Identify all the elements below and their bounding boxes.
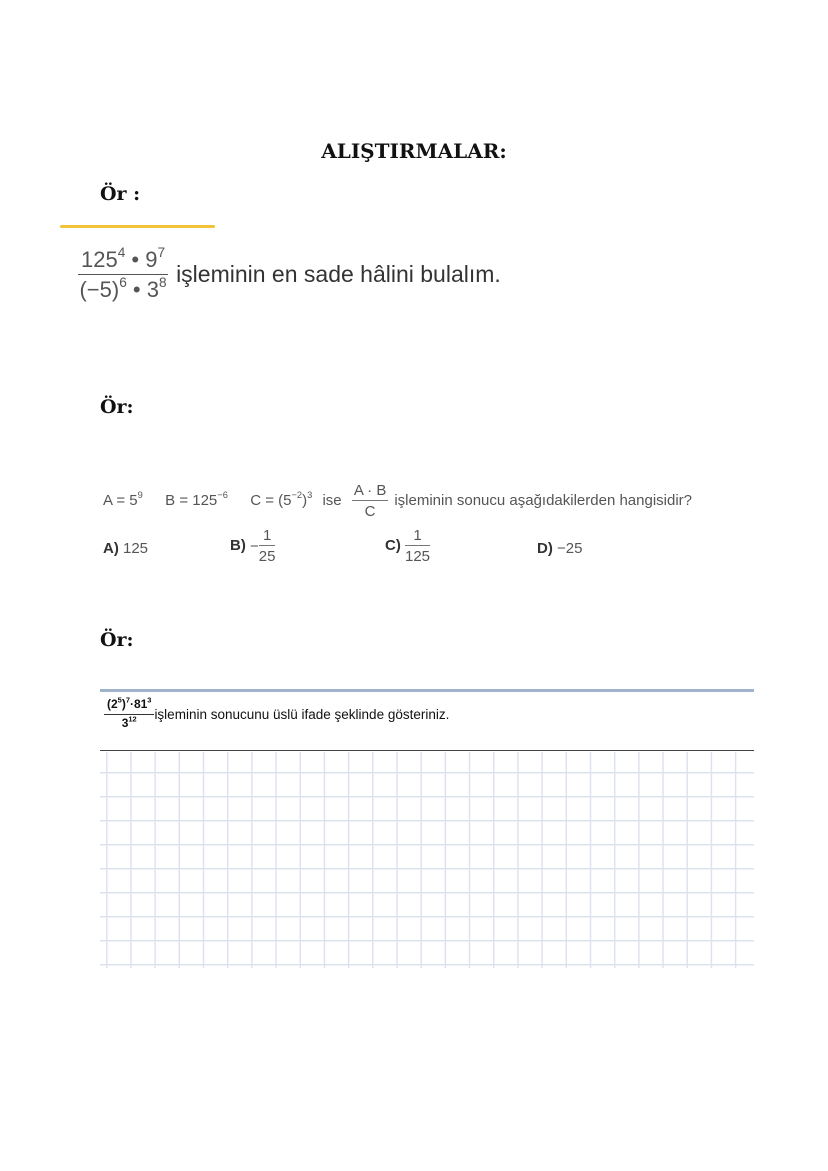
example-1-denominator: $(-5)^6$ • $3^8$	[79, 275, 167, 303]
example-2-ise: ise	[322, 492, 342, 510]
example-2-question	[103, 482, 692, 521]
example-2-question-text: işleminin sonucu aşağıdakilerden hangisidir?	[394, 492, 693, 510]
example-2-c-definition: $C = (5^{-2})^3$	[250, 490, 313, 510]
example-2-b-definition: $B = 125^{-6}$	[165, 490, 228, 510]
option-c: C) $\frac{1}{125}$	[385, 527, 431, 566]
example-3-denominator: $3^{12}$	[121, 714, 137, 730]
example-3-numerator: $(2^5)^7\cdot 81^3$	[104, 698, 154, 715]
option-b: B) − $\frac{1}{25}$	[230, 527, 276, 566]
solution-grid-area	[100, 752, 754, 968]
example-2-fraction: $\frac{A \cdot B}{C}$	[353, 482, 387, 521]
example-3-label: Ör:	[100, 629, 134, 651]
example-1-label: Ör :	[100, 183, 141, 205]
option-a: A) 125	[103, 540, 149, 557]
example-1-text: işleminin en sade hâlini bulalım.	[176, 261, 501, 288]
option-d: D) −25	[537, 540, 583, 557]
example-2-a-definition: $A = 5^9$	[103, 490, 143, 510]
example-3-box-divider	[100, 750, 754, 751]
page-title: ALIŞTIRMALAR:	[321, 139, 507, 163]
example-1-accent-underline	[60, 225, 215, 228]
example-1-fraction	[78, 244, 168, 303]
example-3-expression	[104, 695, 450, 731]
example-2-label: Ör:	[100, 396, 134, 418]
example-3-text: işleminin sonucunu üslü ifade şeklinde gösteriniz.	[154, 706, 450, 722]
example-3-box-top-border	[100, 689, 754, 692]
example-1-numerator: $125^4$ • $9^7$	[78, 247, 168, 275]
example-3-fraction	[104, 695, 154, 731]
example-1-expression	[78, 244, 501, 303]
